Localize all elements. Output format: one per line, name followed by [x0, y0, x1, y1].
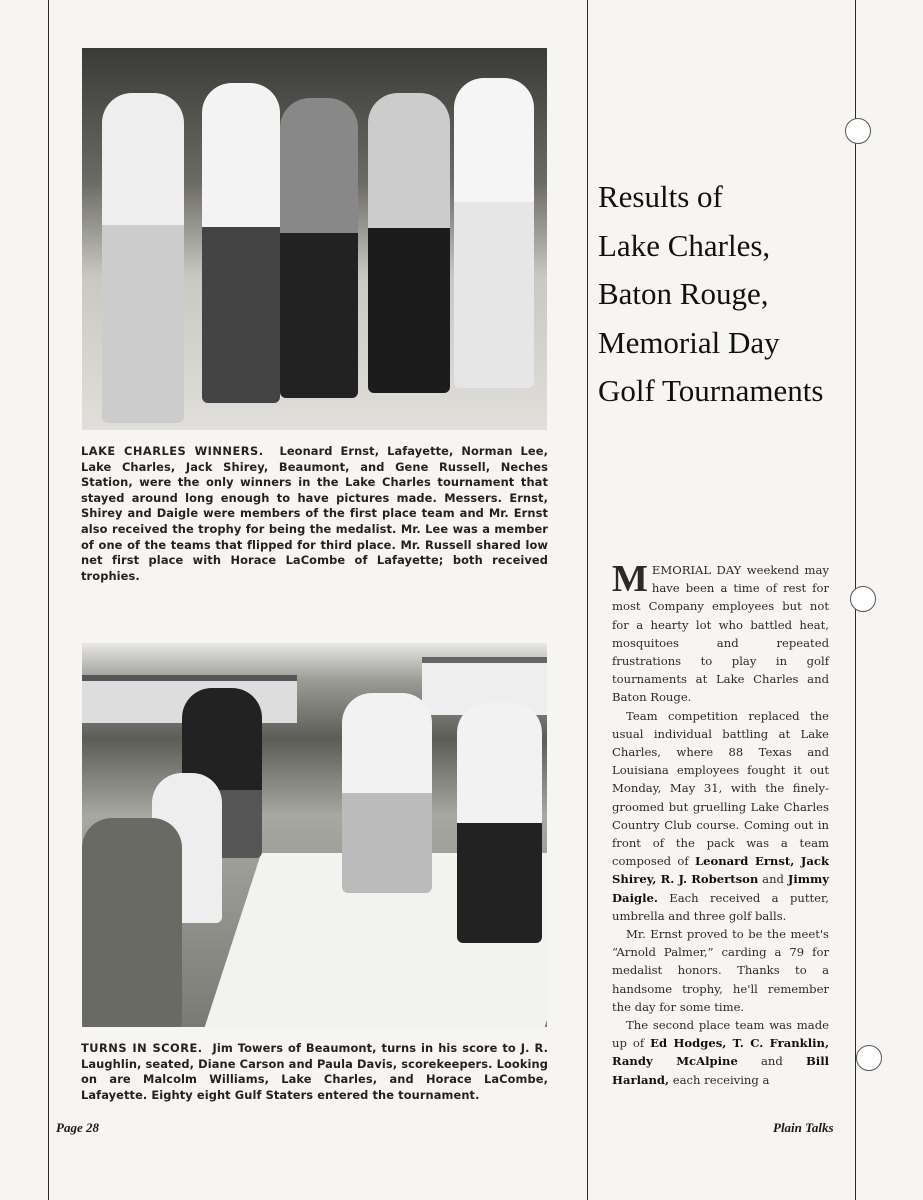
paragraph-text: Team competition replaced the usual individual battling at Lake Charles, where 88 Texas and Louisiana employees fought it out Monday, May 31, with the finely-groomed but gruelling Lake Charles Country Club course. Coming out in front of the pack was a team composed of [612, 708, 829, 869]
caption-lead: TURNS IN SCORE. [81, 1041, 203, 1055]
paragraph-text: and [758, 872, 788, 887]
photo-caption-winners [81, 444, 548, 584]
page-fold-line [587, 0, 588, 1200]
photo-caption-score [81, 1041, 548, 1103]
person-figure [454, 78, 534, 388]
names-bold: Bill Harland, [612, 1054, 829, 1087]
binder-hole [850, 586, 876, 612]
person-figure [457, 703, 542, 943]
title-line: Lake Charles, [598, 227, 771, 263]
left-page-edge [48, 0, 49, 1200]
caption-lead: LAKE CHARLES WINNERS. [81, 444, 264, 458]
paragraph-text: each receiving a [669, 1072, 770, 1087]
photo-lake-charles-winners [82, 48, 547, 430]
person-figure [202, 83, 280, 403]
person-figure [280, 98, 358, 398]
paragraph [612, 1016, 829, 1089]
photo-turns-in-score [82, 643, 547, 1027]
person-figure [342, 693, 432, 893]
binder-hole [845, 118, 871, 144]
article-body [612, 558, 829, 1089]
paragraph [612, 925, 829, 1016]
person-figure [102, 93, 184, 423]
article-title [598, 173, 823, 416]
caption-text: Leonard Ernst, Lafayette, Norman Lee, Lake Charles, Jack Shirey, Beaumont, and Gene Russell, Neches Station, were the only winners in the Lake Charles tournament that stayed around long enough to have pictures made. Messers. Ernst, Shirey and Daigle were members of the first place team and Mr. Ernst also received the trophy for being the medalist. Mr. Lee was a member of one of the teams that flipped for third place. Mr. Russell shared low net first place with Horace LaCombe of Lafayette; both received trophies. [81, 444, 548, 583]
title-line: Baton Rouge, [598, 276, 769, 311]
paragraph-text: The second place team was made up of [612, 1018, 829, 1051]
drop-cap: M [612, 558, 648, 600]
paragraph [612, 707, 829, 925]
paragraph-text: Mr. Ernst proved to be the meet's “Arnold Palmer,” carding a 79 for medalist honors. Thanks to a handsome trophy, he'll remember the day for some time. [612, 927, 829, 1014]
magazine-name: Plain Talks [773, 1120, 834, 1135]
names-bold: Jimmy Daigle. [612, 872, 829, 905]
title-line: Memorial Day [598, 324, 780, 360]
paragraph [612, 558, 829, 707]
person-figure [82, 818, 182, 1027]
person-figure [368, 93, 450, 393]
title-line: Results of [598, 179, 723, 214]
names-bold: Ed Hodges, T. C. Franklin, Randy McAlpine [612, 1036, 829, 1069]
page-number: Page 28 [56, 1120, 99, 1135]
paragraph-text: EMORIAL DAY weekend may have been a time of rest for most Company employees but not for a hearty lot who battled heat, mosquitoes and repeated frustrations to play in golf tournaments at Lake Charles and Baton Rouge. [612, 563, 829, 705]
names-bold: Leonard Ernst, Jack Shirey, R. J. Robertson [612, 854, 829, 887]
caption-text: Jim Towers of Beaumont, turns in his score to J. R. Laughlin, seated, Diane Carson and Paula Davis, scorekeepers. Looking on are Malcolm Williams, Lake Charles, and Horace LaCombe, Lafayette. Eighty eight Gulf Staters entered the tournament. [81, 1041, 548, 1102]
title-line: Golf Tournaments [598, 373, 824, 408]
binder-hole [856, 1045, 882, 1071]
paragraph-text: and [737, 1054, 806, 1069]
paragraph-text: Each received a putter, umbrella and three golf balls. [612, 890, 829, 923]
